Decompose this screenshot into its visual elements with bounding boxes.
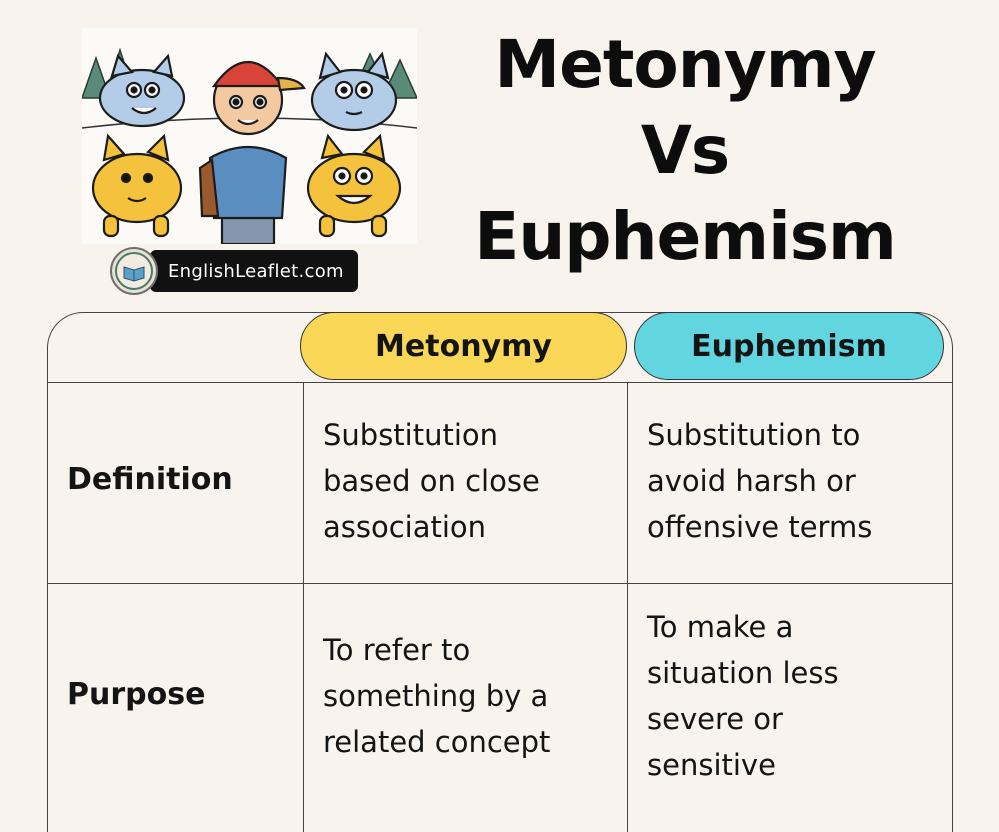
brand-badge	[110, 246, 358, 296]
column-divider	[627, 382, 628, 832]
site-name: EnglishLeaflet.com	[150, 250, 358, 292]
row-divider	[47, 583, 953, 584]
title-line-1: Metonymy	[494, 26, 876, 103]
cell-line: To refer to	[323, 633, 471, 667]
book-icon	[114, 251, 154, 291]
cell-metonymy-purpose	[323, 627, 550, 765]
header-euphemism: Euphemism	[634, 312, 944, 380]
cell-line: severe or	[647, 702, 783, 736]
cell-metonymy-definition	[323, 412, 540, 550]
cell-line: avoid harsh or	[647, 464, 856, 498]
row-label-purpose: Purpose	[67, 677, 206, 712]
page-title	[440, 22, 930, 280]
cartoon-drawing	[82, 28, 417, 244]
cell-euphemism-purpose	[647, 604, 839, 788]
cell-line: To make a	[647, 610, 794, 644]
row-divider	[47, 382, 953, 383]
cell-line: Substitution to	[647, 418, 861, 452]
english-leaflet-logo-icon	[110, 247, 158, 295]
column-divider	[303, 382, 304, 832]
comparison-table	[47, 312, 953, 832]
row-label-definition: Definition	[67, 462, 233, 497]
cell-line: based on close	[323, 464, 540, 498]
title-line-2: Vs	[640, 112, 730, 189]
cell-line: Substitution	[323, 418, 499, 452]
cell-line: sensitive	[647, 748, 776, 782]
title-line-3: Euphemism	[474, 198, 896, 275]
cell-line: situation less	[647, 656, 839, 690]
cell-line: offensive terms	[647, 510, 873, 544]
cell-line: related concept	[323, 725, 551, 759]
cell-line: something by a	[323, 679, 549, 713]
header-metonymy: Metonymy	[300, 312, 627, 380]
cell-line: association	[323, 510, 487, 544]
cell-euphemism-definition	[647, 412, 872, 550]
cartoon-illustration	[82, 28, 417, 244]
